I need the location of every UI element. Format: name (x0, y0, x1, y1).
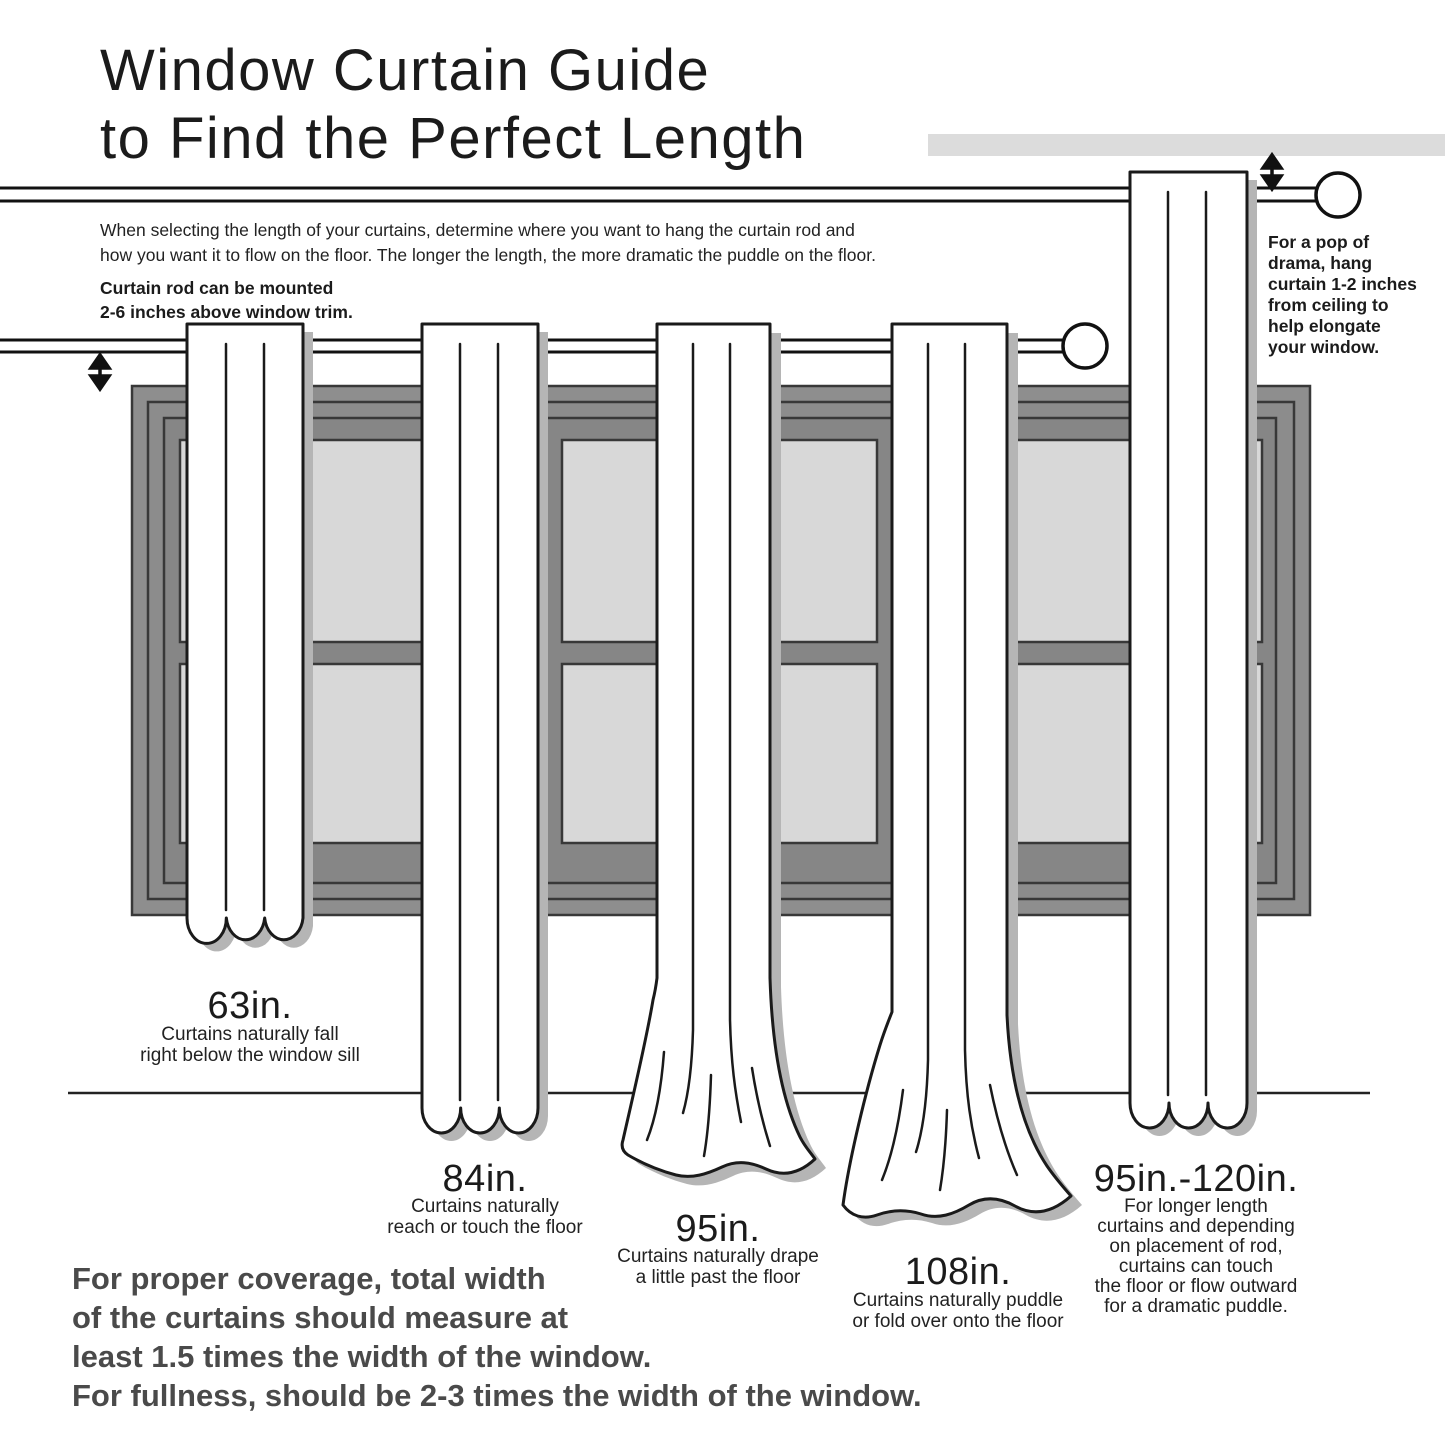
curtain-body (187, 324, 303, 943)
intro-line-1: When selecting the length of your curtains, determine where you want to hang the curtain rod and (100, 220, 855, 240)
drama-line-5: help elongate (1268, 316, 1381, 336)
label-108in (852, 1251, 1064, 1332)
coverage-line-1: For proper coverage, total width (72, 1261, 546, 1296)
curtain-desc-line: for a dramatic puddle. (1104, 1296, 1288, 1317)
intro-paragraph (100, 220, 876, 265)
curtain-63in (187, 324, 313, 951)
curtain-desc-line: For longer length (1124, 1196, 1268, 1217)
curtain-95-120in (1130, 172, 1257, 1136)
curtain-desc-line: a little past the floor (635, 1267, 801, 1288)
coverage-line-4: For fullness, should be 2-3 times the width of the window. (72, 1378, 922, 1413)
curtain-size-label: 108in. (904, 1251, 1012, 1293)
curtain-desc-line: Curtains naturally fall (161, 1024, 339, 1045)
drama-line-1: For a pop of (1268, 232, 1370, 252)
curtain-desc-line: curtains can touch (1118, 1256, 1274, 1277)
drama-line-6: your window. (1268, 337, 1380, 357)
drama-line-2: drama, hang (1268, 253, 1373, 273)
curtain-desc-line: Curtains naturally puddle (852, 1290, 1064, 1311)
curtain-desc-line: on placement of rod, (1109, 1236, 1283, 1257)
rod-mount-height-arrow-icon (91, 355, 109, 389)
rod-mount-note (100, 278, 353, 322)
curtain-size-label: 95in.-120in. (1093, 1158, 1299, 1200)
coverage-line-3: least 1.5 times the width of the window. (72, 1339, 652, 1374)
curtain-size-label: 63in. (207, 985, 293, 1027)
upper-rod-finial (1316, 173, 1360, 217)
label-63in (140, 985, 360, 1066)
curtain-body (1130, 172, 1247, 1128)
curtain-84in (422, 324, 548, 1141)
ceiling-gap-arrow-icon (1263, 155, 1281, 189)
curtain-desc-line: Curtains naturally (411, 1196, 559, 1217)
label-95in (617, 1208, 819, 1288)
curtain-body (422, 324, 538, 1133)
lower-rod-finial (1063, 324, 1107, 368)
label-95-120in (1094, 1158, 1299, 1317)
curtain-size-label: 84in. (442, 1158, 528, 1200)
curtain-desc-line: Curtains naturally drape (617, 1246, 819, 1267)
rod-note-line-2: 2-6 inches above window trim. (100, 302, 353, 322)
page-title (100, 38, 806, 171)
rod-note-line-1: Curtain rod can be mounted (100, 278, 334, 298)
curtain-size-label: 95in. (675, 1208, 761, 1250)
curtain-desc-line: right below the window sill (140, 1045, 360, 1066)
drama-line-3: curtain 1-2 inches (1268, 274, 1417, 294)
ceiling-bar (928, 134, 1445, 156)
label-84in (387, 1158, 583, 1238)
title-line-1: Window Curtain Guide (100, 38, 711, 103)
drama-line-4: from ceiling to (1268, 295, 1389, 315)
intro-line-2: how you want it to flow on the floor. The longer the length, the more dramatic the puddle on the floor. (100, 245, 876, 265)
curtain-desc-line: the floor or flow outward (1094, 1276, 1298, 1297)
title-line-2: to Find the Perfect Length (100, 106, 807, 171)
curtain-desc-line: curtains and depending (1097, 1216, 1295, 1237)
pop-of-drama-note (1268, 232, 1417, 357)
curtain-desc-line: reach or touch the floor (387, 1217, 583, 1238)
coverage-line-2: of the curtains should measure at (72, 1300, 569, 1335)
curtain-desc-line: or fold over onto the floor (852, 1311, 1064, 1332)
